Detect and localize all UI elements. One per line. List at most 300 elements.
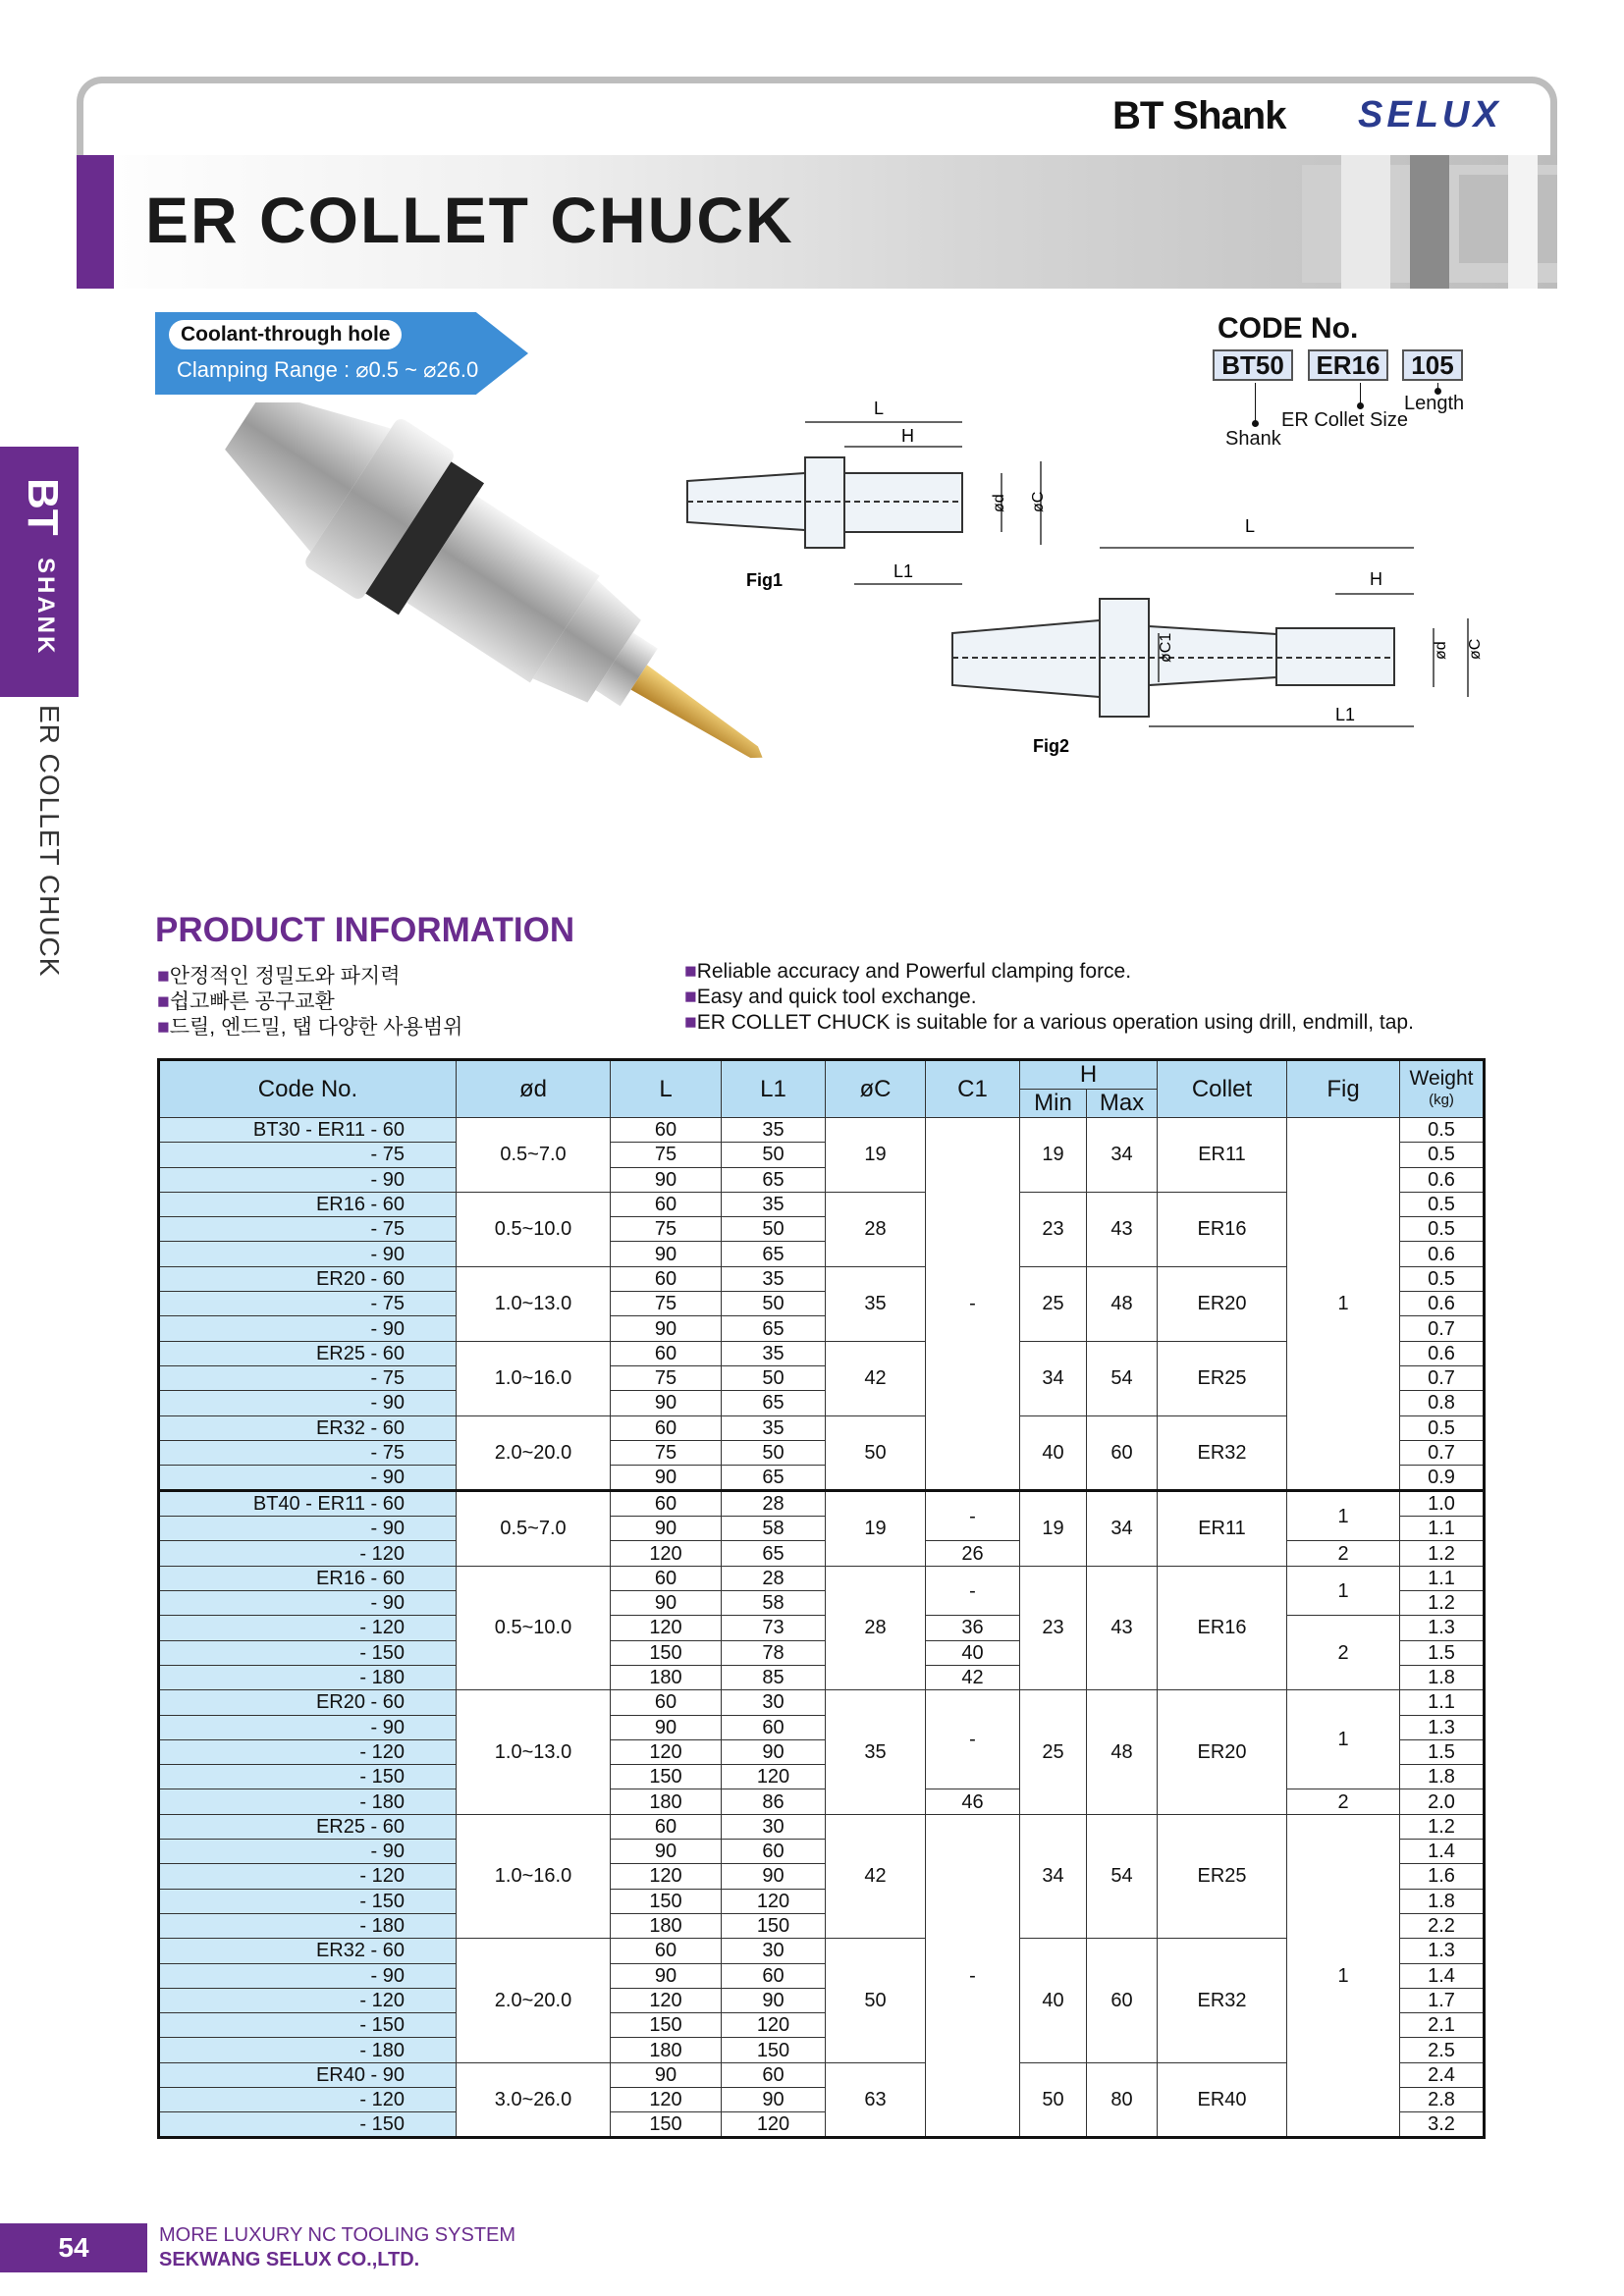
cell-collet: ER16	[1158, 1192, 1287, 1266]
cell-weight: 0.6	[1400, 1341, 1485, 1365]
cell-L1: 90	[722, 1739, 826, 1764]
cell-weight: 0.5	[1400, 1217, 1485, 1242]
cell-code: - 90	[159, 1391, 457, 1415]
cell-C1: 26	[926, 1541, 1020, 1566]
cell-code: - 90	[159, 1840, 457, 1864]
table-row	[159, 1491, 1485, 1517]
product-banner-image	[1263, 155, 1557, 289]
cell-L1: 58	[722, 1517, 826, 1541]
cell-collet: ER25	[1158, 1814, 1287, 1938]
cell-C: 63	[826, 2062, 926, 2138]
cell-L1: 65	[722, 1391, 826, 1415]
cell-collet: ER32	[1158, 1939, 1287, 2062]
cell-fig: 1	[1287, 1690, 1400, 1789]
cell-d: 1.0~16.0	[457, 1341, 611, 1415]
cell-weight: 0.6	[1400, 1292, 1485, 1316]
cell-weight: 2.4	[1400, 2062, 1485, 2087]
cell-H-max: 80	[1087, 2062, 1158, 2138]
cell-H-min: 19	[1020, 1118, 1087, 1193]
code-label-shank: Shank	[1225, 428, 1281, 450]
cell-H-max: 34	[1087, 1118, 1158, 1193]
cell-fig: 1	[1287, 1118, 1400, 1491]
col-H-max: Max	[1087, 1090, 1158, 1118]
cell-weight: 1.1	[1400, 1566, 1485, 1590]
cell-weight: 1.8	[1400, 1889, 1485, 1913]
cell-weight: 1.0	[1400, 1491, 1485, 1517]
cell-d: 0.5~7.0	[457, 1491, 611, 1567]
bullet-en-1: ■Reliable accuracy and Powerful clamping force.	[684, 960, 1132, 983]
cell-L: 150	[611, 2013, 722, 2038]
cell-L: 120	[611, 2087, 722, 2111]
col-L1: L1	[722, 1060, 826, 1118]
cell-code: - 120	[159, 1988, 457, 2012]
cell-C1: 40	[926, 1640, 1020, 1665]
table-row	[159, 1690, 1485, 1715]
cell-weight: 2.0	[1400, 1789, 1485, 1814]
cell-L1: 50	[722, 1143, 826, 1167]
cell-code: ER16 - 60	[159, 1566, 457, 1590]
cell-weight: 1.1	[1400, 1517, 1485, 1541]
cell-collet: ER32	[1158, 1415, 1287, 1491]
cell-H-max: 54	[1087, 1341, 1158, 1415]
cell-weight: 1.3	[1400, 1715, 1485, 1739]
cell-weight: 0.6	[1400, 1167, 1485, 1192]
cell-code: - 90	[159, 1316, 457, 1341]
cell-L: 150	[611, 1640, 722, 1665]
cell-L1: 28	[722, 1566, 826, 1590]
cell-L1: 30	[722, 1814, 826, 1839]
title-accent-bar	[77, 155, 114, 289]
cell-L: 90	[611, 1391, 722, 1415]
code-part-length: 105	[1402, 349, 1463, 381]
cell-d: 0.5~10.0	[457, 1566, 611, 1689]
cell-H-max: 43	[1087, 1192, 1158, 1266]
code-part-collet: ER16	[1308, 349, 1388, 381]
cell-L1: 50	[722, 1440, 826, 1465]
cell-weight: 0.7	[1400, 1365, 1485, 1390]
spec-table	[157, 1058, 1486, 2139]
cell-L: 120	[611, 1739, 722, 1764]
brand-logo: SELUX	[1358, 94, 1502, 135]
cell-weight: 1.4	[1400, 1963, 1485, 1988]
fig1-label-d: ød	[991, 494, 1007, 512]
cell-code: - 90	[159, 1466, 457, 1491]
cell-L: 60	[611, 1814, 722, 1839]
cell-code: ER40 - 90	[159, 2062, 457, 2087]
cell-weight: 2.5	[1400, 2038, 1485, 2062]
cell-L: 75	[611, 1143, 722, 1167]
cell-weight: 1.6	[1400, 1864, 1485, 1889]
cell-code: BT40 - ER11 - 60	[159, 1491, 457, 1517]
cell-weight: 2.1	[1400, 2013, 1485, 2038]
cell-L1: 120	[722, 2013, 826, 2038]
cell-L1: 150	[722, 2038, 826, 2062]
cell-code: BT30 - ER11 - 60	[159, 1118, 457, 1143]
table-row	[159, 1939, 1485, 1963]
col-collet: Collet	[1158, 1060, 1287, 1118]
cell-H-min: 40	[1020, 1415, 1087, 1491]
cell-code: ER25 - 60	[159, 1341, 457, 1365]
cell-weight: 3.2	[1400, 2112, 1485, 2138]
cell-code: - 180	[159, 2038, 457, 2062]
cell-L: 60	[611, 1341, 722, 1365]
table-row	[159, 1266, 1485, 1291]
cell-L1: 50	[722, 1292, 826, 1316]
cell-L: 60	[611, 1266, 722, 1291]
cell-collet: ER11	[1158, 1491, 1287, 1567]
bullet-en-3: ■ER COLLET CHUCK is suitable for a various operation using drill, endmill, tap.	[684, 1011, 1414, 1034]
cell-L1: 86	[722, 1789, 826, 1814]
cell-L: 90	[611, 1840, 722, 1864]
cell-L: 75	[611, 1217, 722, 1242]
side-tab-bt: BT	[19, 478, 67, 536]
cell-code: ER32 - 60	[159, 1939, 457, 1963]
table-row	[159, 1118, 1485, 1143]
cell-C: 35	[826, 1266, 926, 1341]
cell-fig: 1	[1287, 1566, 1400, 1616]
code-label-length: Length	[1404, 393, 1465, 414]
cell-H-min: 23	[1020, 1566, 1087, 1689]
cell-L1: 65	[722, 1242, 826, 1266]
cell-code: - 150	[159, 2112, 457, 2138]
cell-L: 180	[611, 1913, 722, 1938]
cell-H-min: 19	[1020, 1491, 1087, 1567]
bullet-ko-1: ■안정적인 정밀도와 파지력	[157, 965, 401, 988]
cell-L1: 60	[722, 2062, 826, 2087]
cell-collet: ER16	[1158, 1566, 1287, 1689]
cell-L1: 30	[722, 1690, 826, 1715]
side-section-label: ER COLLET CHUCK	[34, 705, 65, 978]
cell-d: 1.0~16.0	[457, 1814, 611, 1938]
coolant-feature-pill: Coolant-through hole	[169, 320, 402, 349]
cell-L1: 65	[722, 1167, 826, 1192]
cell-C: 50	[826, 1939, 926, 2062]
cell-code: - 150	[159, 1640, 457, 1665]
code-no-title: CODE No.	[1218, 312, 1359, 345]
cell-H-min: 23	[1020, 1192, 1087, 1266]
cell-fig: 1	[1287, 1814, 1400, 2138]
cell-H-max: 54	[1087, 1814, 1158, 1938]
cell-L: 60	[611, 1192, 722, 1216]
cell-weight: 2.2	[1400, 1913, 1485, 1938]
cell-H-min: 25	[1020, 1690, 1087, 1814]
cell-code: - 120	[159, 1541, 457, 1566]
cell-L1: 90	[722, 1988, 826, 2012]
cell-C: 28	[826, 1192, 926, 1266]
cell-d: 3.0~26.0	[457, 2062, 611, 2138]
cell-weight: 1.8	[1400, 1665, 1485, 1689]
cell-d: 0.5~10.0	[457, 1192, 611, 1266]
fig1-label-L1: L1	[893, 561, 914, 581]
cell-code: - 75	[159, 1440, 457, 1465]
cell-code: ER32 - 60	[159, 1415, 457, 1440]
code-part-shank: BT50	[1213, 349, 1293, 381]
cell-L: 120	[611, 1864, 722, 1889]
cell-code: - 120	[159, 1864, 457, 1889]
cell-L: 60	[611, 1118, 722, 1143]
cell-L: 90	[611, 1715, 722, 1739]
product-info-title: PRODUCT INFORMATION	[155, 911, 575, 949]
cell-weight: 0.8	[1400, 1391, 1485, 1415]
cell-L: 60	[611, 1566, 722, 1590]
fig2-label-d: ød	[1433, 641, 1449, 660]
cell-code: - 90	[159, 1715, 457, 1739]
page-title: ER COLLET CHUCK	[145, 184, 794, 256]
cell-C: 19	[826, 1118, 926, 1193]
fig1-caption: Fig1	[746, 570, 784, 590]
cell-L: 180	[611, 2038, 722, 2062]
cell-weight: 0.9	[1400, 1466, 1485, 1491]
cell-C1: -	[926, 1814, 1020, 2138]
cell-weight: 2.8	[1400, 2087, 1485, 2111]
cell-C1: -	[926, 1118, 1020, 1491]
cell-code: - 180	[159, 1789, 457, 1814]
cell-collet: ER25	[1158, 1341, 1287, 1415]
fig1-label-C: øC	[1030, 491, 1047, 512]
fig2-label-L1: L1	[1335, 705, 1356, 724]
cell-L: 75	[611, 1292, 722, 1316]
cell-code: - 75	[159, 1217, 457, 1242]
cell-weight: 1.8	[1400, 1765, 1485, 1789]
col-d: ød	[457, 1060, 611, 1118]
cell-weight: 1.5	[1400, 1640, 1485, 1665]
cell-weight: 0.5	[1400, 1415, 1485, 1440]
cell-code: - 120	[159, 1739, 457, 1764]
fig2-label-L: L	[1245, 516, 1256, 536]
cell-C: 42	[826, 1814, 926, 1938]
table-row	[159, 1341, 1485, 1365]
cell-weight: 0.6	[1400, 1242, 1485, 1266]
fig2-label-C: øC	[1467, 638, 1484, 660]
cell-L1: 60	[722, 1840, 826, 1864]
cell-weight: 1.7	[1400, 1988, 1485, 2012]
cell-L: 150	[611, 1889, 722, 1913]
cell-L1: 150	[722, 1913, 826, 1938]
cell-collet: ER20	[1158, 1690, 1287, 1814]
cell-C: 50	[826, 1415, 926, 1491]
col-H-min: Min	[1020, 1090, 1087, 1118]
cell-d: 0.5~7.0	[457, 1118, 611, 1193]
cell-L1: 120	[722, 1765, 826, 1789]
cell-code: - 150	[159, 1889, 457, 1913]
col-H: H	[1020, 1060, 1158, 1090]
cell-L1: 50	[722, 1365, 826, 1390]
cell-C: 35	[826, 1690, 926, 1814]
cell-L: 90	[611, 1517, 722, 1541]
cell-L1: 78	[722, 1640, 826, 1665]
cell-weight: 0.7	[1400, 1316, 1485, 1341]
cell-L: 180	[611, 1665, 722, 1689]
cell-code: ER20 - 60	[159, 1690, 457, 1715]
cell-code: - 180	[159, 1913, 457, 1938]
cell-L1: 35	[722, 1266, 826, 1291]
cell-collet: ER20	[1158, 1266, 1287, 1341]
cell-code: - 90	[159, 1591, 457, 1616]
col-code: Code No.	[159, 1060, 457, 1118]
cell-L1: 65	[722, 1466, 826, 1491]
cell-fig: 2	[1287, 1789, 1400, 1814]
cell-code: ER25 - 60	[159, 1814, 457, 1839]
cell-C: 19	[826, 1491, 926, 1567]
table-row	[159, 1814, 1485, 1839]
cell-code: - 75	[159, 1143, 457, 1167]
cell-L: 60	[611, 1491, 722, 1517]
footer-tagline: MORE LUXURY NC TOOLING SYSTEM	[159, 2224, 516, 2246]
cell-H-max: 60	[1087, 1939, 1158, 2062]
category-label: BT Shank	[1112, 94, 1286, 137]
cell-L: 90	[611, 1242, 722, 1266]
cell-L1: 90	[722, 1864, 826, 1889]
cell-L: 90	[611, 1316, 722, 1341]
col-fig: Fig	[1287, 1060, 1400, 1118]
cell-L1: 73	[722, 1616, 826, 1640]
cell-fig: 1	[1287, 1491, 1400, 1541]
cell-code: - 120	[159, 2087, 457, 2111]
bullet-ko-3: ■드릴, 엔드밀, 탭 다양한 사용범위	[157, 1016, 463, 1039]
cell-d: 2.0~20.0	[457, 1939, 611, 2062]
fig2-label-C1: øC1	[1158, 632, 1174, 663]
cell-weight: 1.2	[1400, 1814, 1485, 1839]
footer-company: SEKWANG SELUX CO.,LTD.	[159, 2249, 420, 2270]
col-weight: Weight (kg)	[1400, 1060, 1485, 1118]
cell-d: 1.0~13.0	[457, 1690, 611, 1814]
cell-C1: -	[926, 1690, 1020, 1789]
col-C: øC	[826, 1060, 926, 1118]
cell-L: 120	[611, 1988, 722, 2012]
cell-weight: 1.4	[1400, 1840, 1485, 1864]
cell-code: ER20 - 60	[159, 1266, 457, 1291]
cell-L1: 30	[722, 1939, 826, 1963]
cell-weight: 0.5	[1400, 1192, 1485, 1216]
cell-collet: ER11	[1158, 1118, 1287, 1193]
cell-code: - 90	[159, 1167, 457, 1192]
spec-table-body	[159, 1118, 1485, 2138]
cell-code: ER16 - 60	[159, 1192, 457, 1216]
cell-C: 42	[826, 1341, 926, 1415]
cell-C1: -	[926, 1491, 1020, 1541]
cell-code: - 120	[159, 1616, 457, 1640]
cell-weight: 1.3	[1400, 1939, 1485, 1963]
cell-L1: 120	[722, 1889, 826, 1913]
cell-code: - 75	[159, 1292, 457, 1316]
cell-L: 75	[611, 1365, 722, 1390]
cell-L1: 35	[722, 1415, 826, 1440]
cell-weight: 0.5	[1400, 1266, 1485, 1291]
fig2-label-H: H	[1370, 569, 1382, 589]
cell-d: 1.0~13.0	[457, 1266, 611, 1341]
cell-code: - 90	[159, 1242, 457, 1266]
cell-L1: 35	[722, 1192, 826, 1216]
fig2-caption: Fig2	[1033, 736, 1070, 756]
cell-weight: 1.2	[1400, 1541, 1485, 1566]
cell-code: - 90	[159, 1963, 457, 1988]
cell-H-max: 48	[1087, 1266, 1158, 1341]
cell-L1: 35	[722, 1118, 826, 1143]
cell-H-min: 34	[1020, 1341, 1087, 1415]
clamping-range: Clamping Range : ⌀0.5 ~ ⌀26.0	[177, 357, 479, 382]
cell-L: 120	[611, 1616, 722, 1640]
code-label-collet: ER Collet Size	[1281, 409, 1408, 431]
cell-L: 90	[611, 2062, 722, 2087]
cell-L: 180	[611, 1789, 722, 1814]
cell-L1: 120	[722, 2112, 826, 2138]
cell-weight: 1.3	[1400, 1616, 1485, 1640]
cell-L1: 58	[722, 1591, 826, 1616]
cell-L: 150	[611, 1765, 722, 1789]
cell-L1: 65	[722, 1541, 826, 1566]
cell-H-max: 43	[1087, 1566, 1158, 1689]
cell-H-min: 25	[1020, 1266, 1087, 1341]
cell-H-max: 60	[1087, 1415, 1158, 1491]
cell-code: - 180	[159, 1665, 457, 1689]
cell-L: 90	[611, 1963, 722, 1988]
fig1-label-H: H	[901, 426, 914, 446]
cell-L1: 65	[722, 1316, 826, 1341]
cell-L: 60	[611, 1939, 722, 1963]
cell-code: - 75	[159, 1365, 457, 1390]
cell-weight: 1.2	[1400, 1591, 1485, 1616]
cell-weight: 0.5	[1400, 1143, 1485, 1167]
cell-L1: 85	[722, 1665, 826, 1689]
col-C1: C1	[926, 1060, 1020, 1118]
cell-L: 90	[611, 1466, 722, 1491]
table-row	[159, 1192, 1485, 1216]
cell-L: 75	[611, 1440, 722, 1465]
cell-L1: 60	[722, 1963, 826, 1988]
cell-code: - 150	[159, 1765, 457, 1789]
cell-L1: 90	[722, 2087, 826, 2111]
cell-weight: 1.5	[1400, 1739, 1485, 1764]
cell-H-max: 34	[1087, 1491, 1158, 1567]
cell-collet: ER40	[1158, 2062, 1287, 2138]
cell-weight: 0.7	[1400, 1440, 1485, 1465]
cell-L: 150	[611, 2112, 722, 2138]
cell-L: 120	[611, 1541, 722, 1566]
cell-C1: 36	[926, 1616, 1020, 1640]
cell-C1: 46	[926, 1789, 1020, 1814]
bullet-ko-2: ■쉽고빠른 공구교환	[157, 990, 335, 1013]
cell-weight: 0.5	[1400, 1118, 1485, 1143]
cell-d: 2.0~20.0	[457, 1415, 611, 1491]
cell-code: - 90	[159, 1517, 457, 1541]
cell-C: 28	[826, 1566, 926, 1689]
cell-L: 60	[611, 1415, 722, 1440]
cell-C1: 42	[926, 1665, 1020, 1689]
cell-L1: 50	[722, 1217, 826, 1242]
page-number: 54	[0, 2223, 147, 2272]
technical-drawing	[668, 393, 1532, 766]
cell-L: 90	[611, 1591, 722, 1616]
cell-L1: 60	[722, 1715, 826, 1739]
cell-H-min: 34	[1020, 1814, 1087, 1938]
cell-fig: 2	[1287, 1616, 1400, 1690]
table-row	[159, 2062, 1485, 2087]
cell-L1: 28	[722, 1491, 826, 1517]
cell-L: 90	[611, 1167, 722, 1192]
cell-L: 60	[611, 1690, 722, 1715]
cell-H-max: 48	[1087, 1690, 1158, 1814]
fig1-label-L: L	[874, 399, 885, 418]
table-row	[159, 1415, 1485, 1440]
cell-H-min: 50	[1020, 2062, 1087, 2138]
cell-C1: -	[926, 1566, 1020, 1616]
cell-weight: 1.1	[1400, 1690, 1485, 1715]
bullet-en-2: ■Easy and quick tool exchange.	[684, 986, 977, 1008]
table-row	[159, 1566, 1485, 1590]
cell-code: - 150	[159, 2013, 457, 2038]
cell-fig: 2	[1287, 1541, 1400, 1566]
col-L: L	[611, 1060, 722, 1118]
